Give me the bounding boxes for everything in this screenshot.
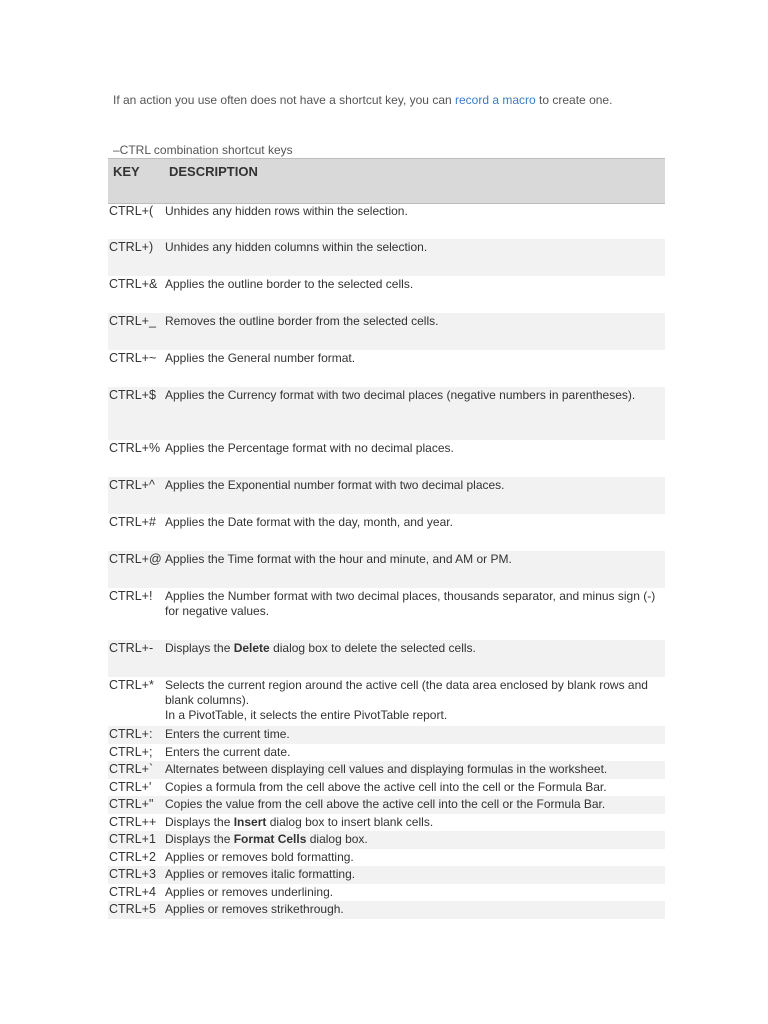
intro-text-end: to create one. [535,93,613,107]
description-text: Alternates between displaying cell values and displaying formulas in the worksheet. [165,762,608,776]
description-text: Displays the [165,832,234,846]
dialog-name: Format Cells [233,832,307,846]
table-row [108,514,665,551]
table-row [108,588,665,640]
shortcut-description [165,796,665,812]
shortcut-description [165,588,665,619]
shortcut-description [165,677,665,723]
shortcut-key: CTRL+4 [109,884,156,899]
shortcut-key: CTRL+` [109,762,154,776]
description-text: Applies the Currency format with two decimal places (negative numbers in parentheses). [165,388,636,402]
table-row [108,761,665,779]
description-text: Unhides any hidden columns within the selection. [165,240,428,254]
description-text: Applies or removes italic formatting. [165,867,356,881]
shortcut-description [165,814,665,830]
description-text: Applies the Percentage format with no decimal places. [165,441,454,455]
shortcut-key: CTRL+& [109,277,158,291]
shortcut-key: CTRL++ [109,814,157,829]
intro-text: If an action you use often does not have a shortcut key, you can [113,93,455,107]
shortcut-key: CTRL+$ [109,388,156,402]
shortcut-key: CTRL+3 [109,867,156,881]
table-row [108,726,665,744]
shortcut-description [165,440,665,456]
description-text: Applies the Number format with two decimal places, thousands separator, and minus sign (-) for negative values. [165,589,656,618]
shortcut-description [165,884,665,900]
description-text: Unhides any hidden rows within the selection. [165,204,408,218]
shortcut-description [165,551,665,567]
intro-paragraph [113,93,643,108]
description-text-end: dialog box. [306,832,368,846]
shortcut-key: CTRL+( [109,204,154,218]
shortcut-description [165,761,665,777]
table-row [108,551,665,588]
table-row [108,202,665,239]
table-row [108,640,665,677]
shortcut-description [165,276,665,292]
table-row [108,477,665,514]
table-row [108,744,665,762]
description-text: Removes the outline border from the selected cells. [165,314,439,328]
description-text: Copies a formula from the cell above the active cell into the cell or the Formula Bar. [165,779,607,794]
table-header [108,158,665,204]
description-text: Applies the Date format with the day, month, and year. [165,515,453,529]
shortcut-key: CTRL+! [109,589,153,603]
description-text: Displays the [165,814,234,829]
shortcut-description [165,849,665,865]
shortcut-key: CTRL+: [109,727,153,741]
shortcut-description [165,779,665,795]
table-row [108,901,665,919]
table-row [108,814,665,832]
table-row [108,239,665,276]
description-text: Applies or removes strikethrough. [165,902,344,916]
table-caption: –CTRL combination shortcut keys [113,143,293,157]
dialog-name: Delete [233,641,270,655]
table-row [108,831,665,849]
header-description: DESCRIPTION [169,164,258,179]
shortcut-description [165,350,665,366]
shortcut-key: CTRL+1 [109,832,156,846]
shortcut-key: CTRL+- [109,641,154,655]
table-row [108,440,665,477]
description-text: Enters the current time. [165,727,290,741]
header-key: KEY [113,164,140,179]
table-row [108,866,665,884]
shortcut-key: CTRL+" [109,797,154,811]
table-row [108,350,665,387]
shortcut-description [165,744,665,760]
shortcut-key: CTRL+) [109,240,154,254]
shortcut-description [165,726,665,742]
table-row [108,849,665,867]
description-text: Applies or removes bold formatting. [165,849,354,864]
shortcut-description [165,202,665,219]
table-row [108,796,665,814]
table-row [108,276,665,313]
shortcut-description [165,239,665,255]
shortcut-description [165,313,665,329]
description-text: Applies the Time format with the hour and minute, and AM or PM. [165,552,512,566]
shortcut-table [108,158,665,916]
shortcut-key: CTRL+; [109,744,153,759]
table-row [108,884,665,902]
description-text: Applies the outline border to the selected cells. [165,277,414,291]
shortcut-description [165,387,665,403]
shortcut-description [165,514,665,530]
shortcut-description [165,831,665,847]
shortcut-description [165,901,665,917]
description-text: Enters the current date. [165,744,291,759]
shortcut-key: CTRL+^ [109,478,155,492]
description-text: Copies the value from the cell above the active cell into the cell or the Formula Bar. [165,797,606,811]
description-text-end: dialog box to delete the selected cells. [269,641,476,655]
shortcut-description [165,640,665,656]
shortcut-key: CTRL+# [109,515,156,529]
description-text-end: dialog box to insert blank cells. [266,814,434,829]
shortcut-key: CTRL+@ [109,552,162,566]
description-text: Applies or removes underlining. [165,884,334,899]
description-note: In a PivotTable, it selects the entire PivotTable report. [165,708,448,722]
shortcut-description [165,477,665,493]
table-row [108,313,665,350]
description-text: Displays the [165,641,234,655]
shortcut-description [165,866,665,882]
table-row [108,677,665,726]
description-text: Applies the General number format. [165,351,356,365]
table-row [108,387,665,440]
record-macro-link[interactable]: record a macro [455,93,536,107]
description-text: Applies the Exponential number format with two decimal places. [165,478,505,492]
dialog-name: Insert [233,814,267,829]
shortcut-key: CTRL+' [109,779,152,794]
shortcut-key: CTRL+~ [109,351,157,365]
description-text: Selects the current region around the active cell (the data area enclosed by blank rows and blank columns). [165,678,648,707]
shortcut-key: CTRL+* [109,678,154,692]
shortcut-key: CTRL+2 [109,849,156,864]
table-row [108,779,665,797]
shortcut-key: CTRL+_ [109,314,156,328]
shortcut-key: CTRL+% [109,441,161,455]
shortcut-key: CTRL+5 [109,902,156,916]
